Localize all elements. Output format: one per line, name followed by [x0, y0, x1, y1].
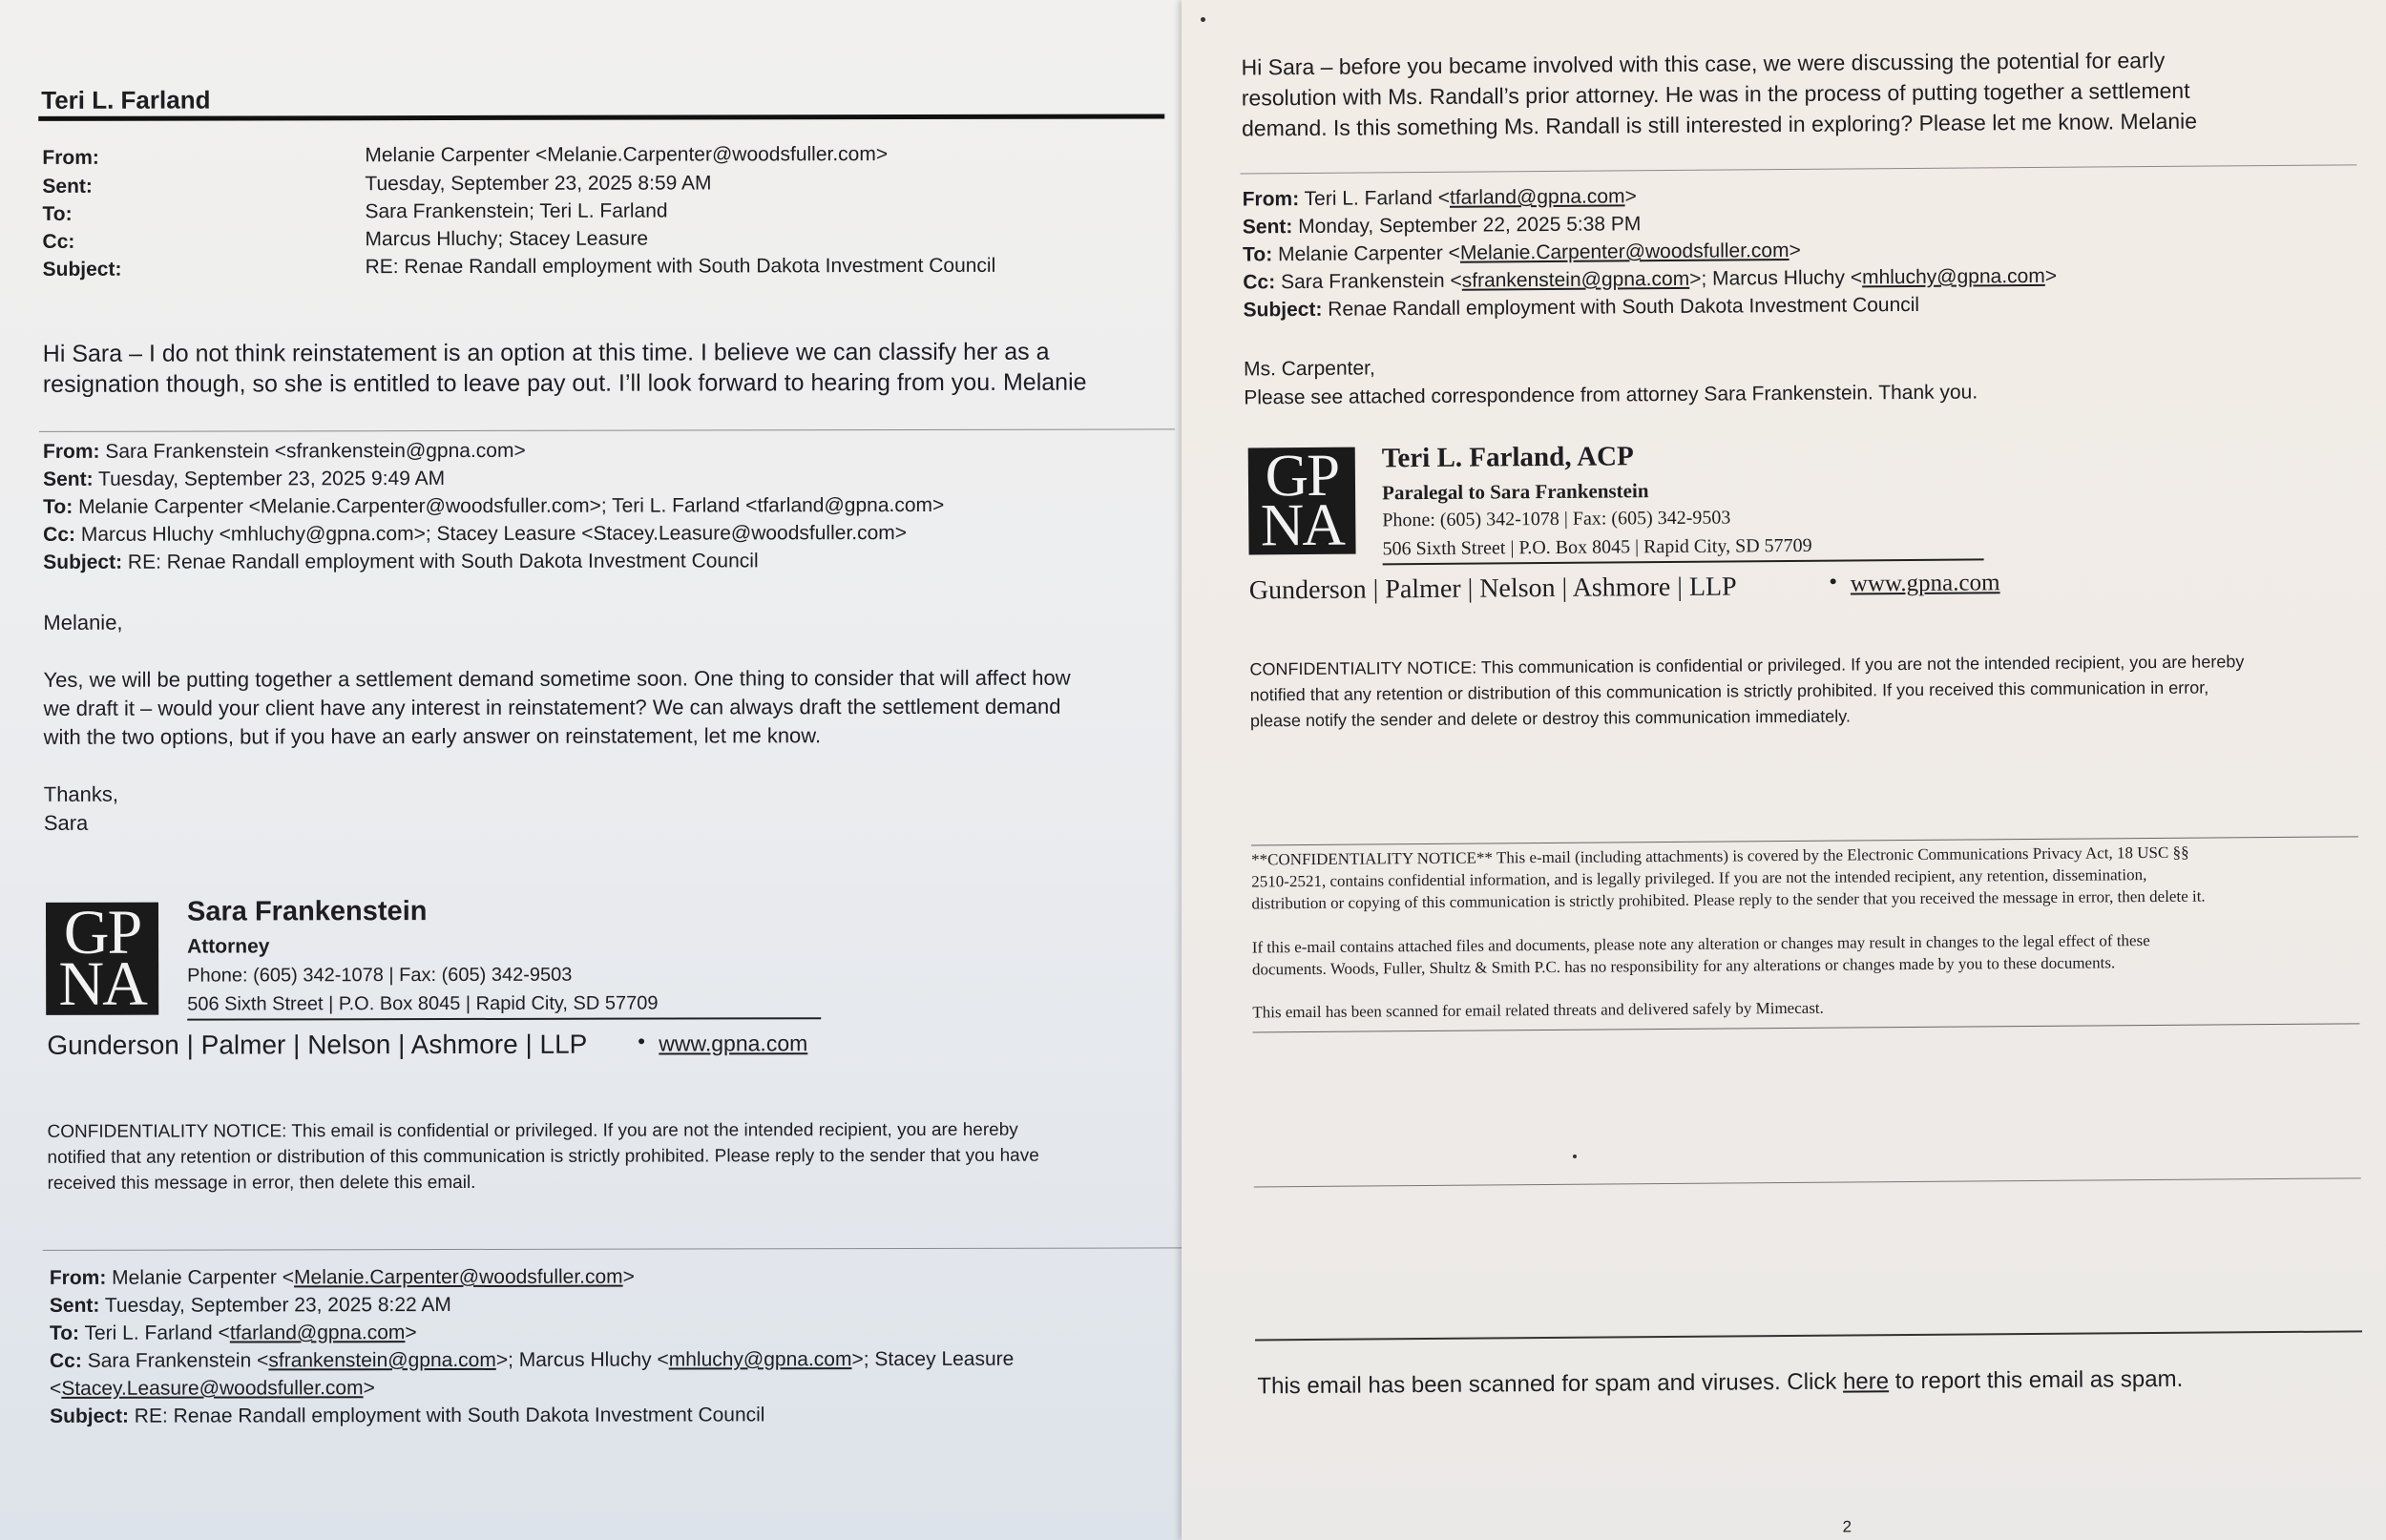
spam-notice: This email has been scanned for spam and viruses. Click here to report this email as spam. — [1257, 1365, 2184, 1400]
right-to-email-link[interactable]: Melanie.Carpenter@woodsfuller.com — [1459, 239, 1790, 264]
right-body: Please see attached correspondence from attorney Sara Frankenstein. Thank you. — [1244, 381, 1978, 409]
confidentiality-line-2: notified that any retention or distribution of this communication is strictly prohibited. Please reply to the sender that you have — [47, 1145, 1039, 1168]
msg2-subject: Subject: RE: Renae Randall employment with South Dakota Investment Council — [43, 550, 759, 573]
msg3-cc-email-link-2[interactable]: mhluchy@gpna.com — [668, 1348, 852, 1371]
right-to: To: Melanie Carpenter <Melanie.Carpenter@woodsfuller.com> — [1243, 239, 1801, 266]
msg2-body-line-2: we draft it – would your client have any interest in reinstatement? We can always draft the settlement demand — [43, 694, 1061, 720]
legal-notice-line-3: distribution or copying of this communication is strictly prohibited. Please reply to the sender that you received the message in error, then delete it. — [1251, 886, 2206, 913]
signature-address: 506 Sixth Street | P.O. Box 8045 | Rapid City, SD 57709 — [187, 992, 659, 1015]
right-body-line-3: demand. Is this something Ms. Randall is still interested in exploring? Please let me know. Melanie — [1241, 108, 2198, 141]
right-signature-website-link[interactable]: www.gpna.com — [1850, 570, 2000, 597]
cc-value: Marcus Hluchy; Stacey Leasure — [365, 227, 649, 251]
signature-title: Attorney — [187, 935, 270, 958]
msg2-from: From: Sara Frankenstein <sfrankenstein@gpna.com> — [42, 439, 526, 463]
confidentiality-line-1: CONFIDENTIALITY NOTICE: This email is confidential or privileged. If you are not the intended recipient, you are hereby — [47, 1119, 1018, 1142]
to-value: Sara Frankenstein; Teri L. Farland — [365, 199, 668, 223]
msg2-thanks: Thanks, — [43, 781, 119, 806]
msg3-from: From: Melanie Carpenter <Melanie.Carpenter@woodsfuller.com> — [49, 1265, 635, 1289]
right-salutation: Ms. Carpenter, — [1243, 357, 1375, 381]
cc-label: Cc: — [42, 230, 75, 253]
legal-notice-line-1: **CONFIDENTIALITY NOTICE** This e-mail (including attachments) is covered by the Electronic Communications Privacy Act, 18 USC §§ — [1251, 843, 2189, 869]
legal-notice-top-rule — [1251, 836, 2358, 845]
legal-notice-bottom-rule — [1252, 1023, 2359, 1032]
right-from: From: Teri L. Farland <tfarland@gpna.com> — [1242, 185, 1637, 211]
right-body-line-2: resolution with Ms. Randall’s prior attorney. He was in the process of putting together a settlement — [1241, 77, 2190, 111]
msg2-body-line-1: Yes, we will be putting together a settlement demand sometime soon. One thing to consider that will affect how — [43, 665, 1071, 692]
right-signature-address: 506 Sixth Street | P.O. Box 8045 | Rapid City, SD 57709 — [1382, 534, 1812, 560]
msg2-to: To: Melanie Carpenter <Melanie.Carpenter@woodsfuller.com>; Teri L. Farland <tfarland@gpna.com> — [43, 493, 945, 518]
msg2-body-line-3: with the two options, but if you have an early answer on reinstatement, let me know. — [43, 723, 822, 749]
signature-website-link[interactable]: www.gpna.com — [659, 1030, 808, 1056]
right-signature-phone: Phone: (605) 342-1078 | Fax: (605) 342-9503 — [1382, 507, 1731, 531]
message-divider-2 — [43, 1247, 1183, 1251]
msg3-cc-email-link-3[interactable]: Stacey.Leasure@woodsfuller.com — [61, 1377, 364, 1400]
left-page — [0, 0, 1183, 1540]
msg3-cc: Cc: Sara Frankenstein <sfrankenstein@gpna.com>; Marcus Hluchy <mhluchy@gpna.com>; Stacey Leasure — [49, 1347, 1015, 1372]
owner-name: Teri L. Farland — [41, 85, 211, 114]
msg2-cc: Cc: Marcus Hluchy <mhluchy@gpna.com>; Stacey Leasure <Stacey.Leasure@woodsfuller.com> — [43, 522, 908, 546]
right-signature-firm: Gunderson | Palmer | Nelson | Ashmore | LLP — [1248, 572, 1737, 606]
right-confidentiality-line-1: CONFIDENTIALITY NOTICE: This communication is confidential or privileged. If you are not the intended recipient, you are hereby — [1249, 652, 2245, 679]
msg3-to: To: Teri L. Farland <tfarland@gpna.com> — [49, 1321, 417, 1344]
blank-divider-2 — [1255, 1330, 2362, 1341]
right-sent: Sent: Monday, September 22, 2025 5:38 PM — [1242, 213, 1642, 239]
mimecast-notice: This email has been scanned for email related threats and delivered safely by Mimecast. — [1252, 998, 1824, 1022]
msg3-to-email-link[interactable]: tfarland@gpna.com — [229, 1321, 406, 1344]
from-value: Melanie Carpenter <Melanie.Carpenter@woodsfuller.com> — [365, 143, 889, 167]
right-signature-title: Paralegal to Sara Frankenstein — [1381, 479, 1649, 505]
right-message-divider — [1240, 164, 2356, 174]
page-number: 2 — [1842, 1517, 1852, 1536]
subject-value: RE: Renae Randall employment with South Dakota Investment Council — [365, 254, 996, 279]
gpna-logo: GP NA — [46, 903, 158, 1015]
subject-label: Subject: — [42, 258, 122, 281]
report-spam-link[interactable]: here — [1842, 1368, 1890, 1395]
msg3-sent: Sent: Tuesday, September 23, 2025 8:22 AM — [49, 1294, 451, 1317]
paper-speck — [1573, 1155, 1577, 1158]
message-divider — [39, 428, 1175, 431]
right-signature-bullet: • — [1829, 569, 1837, 593]
from-label: From: — [42, 146, 99, 169]
signature-phone: Phone: (605) 342-1078 | Fax: (605) 342-9503 — [187, 964, 573, 987]
right-signature-name: Teri L. Farland, ACP — [1381, 441, 1634, 474]
to-label: To: — [42, 202, 73, 225]
sent-label: Sent: — [42, 175, 93, 198]
right-from-email-link[interactable]: tfarland@gpna.com — [1449, 185, 1625, 209]
msg3-cc-email-link-1[interactable]: sfrankenstein@gpna.com — [268, 1348, 496, 1372]
attachment-notice-line-2: documents. Woods, Fuller, Shultz & Smith P.C. has no responsibility for any alterations or changes made by you to these documents. — [1251, 953, 2116, 979]
owner-header-rule — [38, 114, 1164, 120]
signature-firm: Gunderson | Palmer | Nelson | Ashmore | LLP — [47, 1029, 588, 1060]
right-confidentiality-line-3: please notify the sender and delete or destroy this communication immediately. — [1249, 706, 1851, 731]
paper-speck — [1201, 17, 1205, 22]
msg3-cc-continued: <Stacey.Leasure@woodsfuller.com> — [50, 1377, 375, 1400]
attachment-notice-line-1: If this e-mail contains attached files and documents, please note any alteration or changes may result in changes to the legal effect of these — [1251, 931, 2150, 957]
right-subject: Subject: Renae Randall employment with South Dakota Investment Council — [1243, 293, 1920, 322]
top-body-line-2: resignation though, so she is entitled to leave pay out. I’ll look forward to hearing from you. Melanie — [42, 368, 1087, 398]
right-cc: Cc: Sara Frankenstein <sfrankenstein@gpna.com>; Marcus Hluchy <mhluchy@gpna.com> — [1243, 264, 2058, 294]
right-confidentiality-line-2: notified that any retention or distribution of this communication is strictly prohibited. If you received this communication in error, — [1249, 677, 2209, 705]
right-page — [1182, 0, 2386, 1540]
msg3-subject: Subject: RE: Renae Randall employment with South Dakota Investment Council — [50, 1404, 765, 1427]
right-body-line-1: Hi Sara – before you became involved with this case, we were discussing the potential for early — [1241, 47, 2166, 80]
gpna-logo-right: GP NA — [1248, 447, 1356, 555]
msg2-sign: Sara — [43, 810, 89, 835]
legal-notice-line-2: 2510-2521, contains confidential information, and is legally privileged. If you are not the intended recipient, any retention, dissemination, — [1251, 865, 2147, 891]
blank-divider-1 — [1254, 1177, 2361, 1187]
right-cc-email-link-1[interactable]: sfrankenstein@gpna.com — [1461, 267, 1690, 292]
confidentiality-line-3: received this message in error, then delete this email. — [47, 1172, 476, 1194]
signature-bullet: • — [638, 1029, 646, 1053]
msg2-sent: Sent: Tuesday, September 23, 2025 9:49 AM — [43, 468, 446, 490]
msg2-greeting: Melanie, — [43, 610, 123, 635]
signature-name: Sara Frankenstein — [186, 896, 428, 927]
top-body-line-1: Hi Sara – I do not think reinstatement is an option at this time. I believe we can classify her as a — [42, 338, 1050, 367]
signature-rule — [187, 1017, 821, 1020]
sent-value: Tuesday, September 23, 2025 8:59 AM — [365, 172, 712, 196]
right-cc-email-link-2[interactable]: mhluchy@gpna.com — [1861, 264, 2045, 289]
msg3-from-email-link[interactable]: Melanie.Carpenter@woodsfuller.com — [293, 1265, 623, 1289]
